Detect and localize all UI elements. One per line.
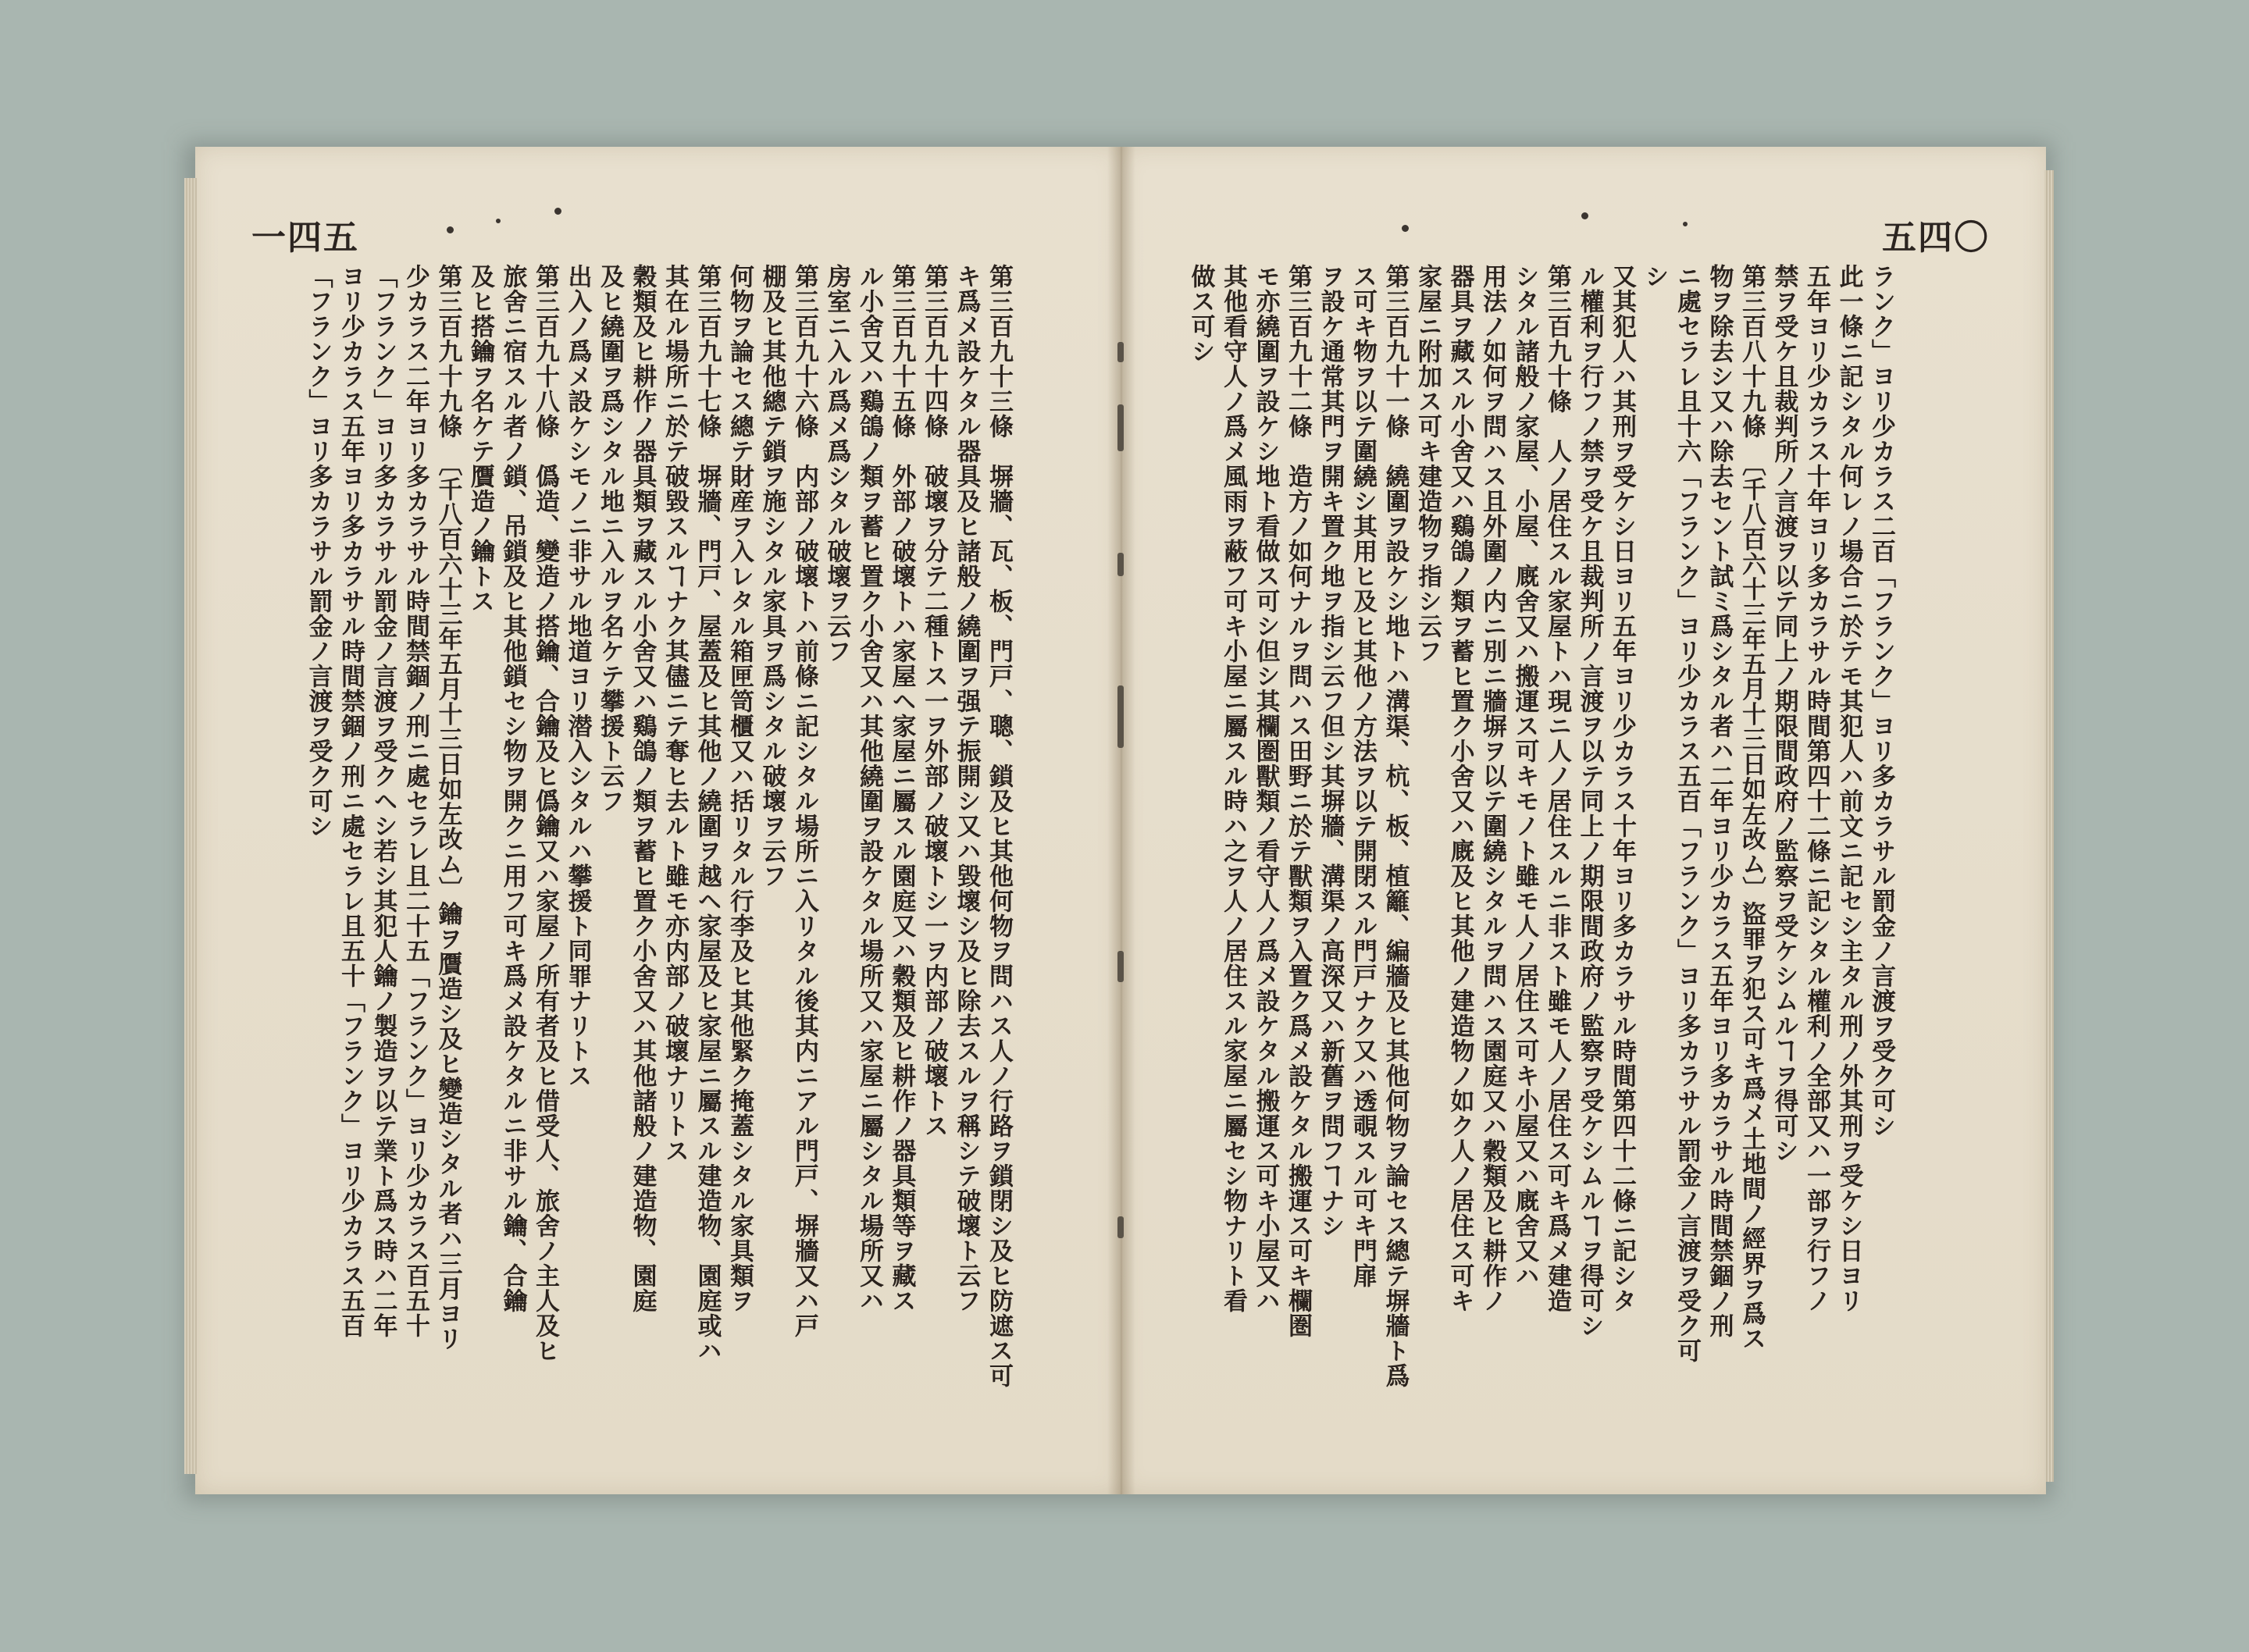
left-text-column: ル小舍又ハ鷄鴿ノ類ヲ蓄ヒ置ク小舍又ハ其他繞圍ヲ設ケタル場所又ハ家屋ニ屬シタル場所又ハ [855, 264, 883, 1313]
right-text-column: ヲ設ケ通常其門ヲ開キ置ク地ヲ指シ云フ但シ其塀牆、溝渠ノ高深又ハ新舊ヲ問フヿナシ [1316, 264, 1345, 1238]
left-text-column: 少カラス二年ヨリ多カラサル時間禁錮ノ刑ニ處セラレ且二十五「フランク」ヨリ少カラス百五十 [401, 264, 429, 1338]
left-text-column: ヨリ少カラス五年ヨリ多カラサル時間禁錮ノ刑ニ處セラレ且五十「フランク」ヨリ少カラス五百 [337, 264, 365, 1338]
right-text-column: 又其犯人ハ其刑ヲ受ケシ日ヨリ五年ヨリ少カラス十年ヨリ多カラサル時間第四十二條ニ記シタ [1608, 264, 1636, 1313]
left-text-column: 穀類及ヒ耕作ノ器具類ヲ藏スル小舍又ハ鷄鴿ノ類ヲ蓄ヒ置ク小舍又ハ其他諸般ノ建造物、園庭 [628, 264, 657, 1313]
right-page-number: 五四〇 [1882, 218, 1990, 258]
right-text-column: 此一條ニ記シタル何レノ場合ニ於テモ其犯人ハ前文ニ記セシ主タル刑ノ外其刑ヲ受ケシ日ヨリ [1834, 264, 1863, 1313]
binding-thread [1117, 553, 1124, 576]
left-text-column: 「フランク」ヨリ多カラサル罰金ノ言渡ヲ受クヘシ若シ其犯人鑰ノ製造ヲ以テ業ト爲ス時ハ二年 [369, 264, 397, 1338]
left-text-column: 「フランク」ヨリ多カラサル罰金ノ言渡ヲ受ク可シ [304, 264, 333, 838]
right-text-column: ス可キ物ヲ以テ圍繞シ其用ヒ及ヒ其他ノ方法ヲ以テ開閉スル門戸ナク又ハ透覗スル可キ門扉 [1349, 264, 1377, 1288]
right-text-column: 其他看守人ノ爲メ風雨ヲ蔽フ可キ小屋ニ屬スル時ハ之ヲ人ノ居住スル家屋ニ屬セシ物ナリト看 [1219, 264, 1247, 1313]
right-text-column: 第三百九十條 人ノ居住スル家屋トハ現ニ人ノ居住スルニ非スト雖モ人ノ居住ス可キ爲メ建造 [1543, 264, 1571, 1313]
right-text-column: ニ處セラレ且十六「フランク」ヨリ少カラス五百「フランク」ヨリ多カラサル罰金ノ言渡ヲ受ク可 [1673, 264, 1701, 1363]
worm-hole [1402, 225, 1409, 232]
worm-hole [1581, 212, 1588, 219]
left-page [195, 147, 1121, 1494]
right-text-column: 物ヲ除去シ又ハ除去セント試ミ爲シタル者ハ二年ヨリ少カラス五年ヨリ多カラサル時間禁錮ノ刑 [1705, 264, 1734, 1338]
left-text-column: 第三百九十七條 塀牆、門戸、屋蓋及ヒ其他ノ繞圍ヲ越ヘ家屋及ヒ家屋ニ屬スル建造物、園庭或ハ [693, 264, 722, 1363]
right-text-column: シタル諸般ノ家屋、小屋、廐舍又ハ搬運ス可キモノト雖モ人ノ居住ス可キ小屋又ハ廐舍又ハ [1510, 264, 1539, 1288]
left-text-column: 及ヒ搭鑰ヲ名ケテ贋造ノ鑰トス [466, 264, 494, 614]
right-text-column: ランク」ヨリ少カラス二百「フランク」ヨリ多カラサル罰金ノ言渡ヲ受ク可シ [1867, 264, 1895, 1138]
right-text-column: 第三百八十九條 〔千八百六十三年五月十三日如左改ム〕盜罪ヲ犯ス可キ爲メ土地間ノ經界ヲ爲ス [1738, 264, 1766, 1351]
left-text-column: 其在ル場所ニ於テ破毀スルヿナク其儘ニテ奪ヒ去ルト雖モ亦内部ノ破壞ナリトス [661, 264, 689, 1163]
worm-hole [447, 226, 454, 233]
right-text-column: 禁ヲ受ケ且裁判所ノ言渡ヲ以テ同上ノ期限間政府ノ監察ヲ受ケシムルヿヲ得可シ [1770, 264, 1798, 1163]
left-text-column: 第三百九十六條 内部ノ破壞トハ前條ニ記シタル場所ニ入リタル後其内ニアル門戸、塀牆又ハ戸 [790, 264, 818, 1338]
right-text-column: 家屋ニ附加ス可キ建造物ヲ指シ云フ [1413, 264, 1442, 664]
left-text-column: 棚及ヒ其他總テ鎖ヲ施シタル家具ヲ爲シタル破壞ヲ云フ [757, 264, 786, 888]
left-text-column: 第三百九十五條 外部ノ破壞トハ家屋ヘ家屋ニ屬スル園庭又ハ穀類及ヒ耕作ノ器具類等ヲ藏ス [887, 264, 916, 1313]
right-text-column: ル權利ヲ行フノ禁ヲ受ケ且裁判所ノ言渡ヲ以テ同上ノ期限間政府ノ監察ヲ受ケシムルヿヲ得可シ [1575, 264, 1604, 1338]
right-text-column: 五年ヨリ少カラス十年ヨリ多カラサル時間第四十二條ニ記シタル權利ノ全部又ハ一部ヲ行フノ [1802, 264, 1830, 1313]
binding-thread [1117, 342, 1124, 362]
left-page-edge [184, 178, 197, 1474]
worm-hole [554, 208, 561, 215]
right-page-edge [2044, 170, 2054, 1482]
left-text-column: 出入ノ爲メ設ケシモノニ非サル地道ヨリ潜入シタルハ攀援ト同罪ナリトス [563, 264, 592, 1088]
left-text-column: 第三百九十八條 僞造、變造ノ搭鑰、合鑰及ヒ僞鑰又ハ家屋ノ所有者及ヒ借受人、旅舍ノ主人及ヒ [531, 264, 559, 1363]
worm-hole [1683, 222, 1688, 226]
left-text-column: 及ヒ繞圍ヲ爲シタル地ニ入ルヲ名ケテ攀援ト云フ [596, 264, 624, 814]
right-text-column: モ亦繞圍ヲ設ケシ地ト看做ス可シ但シ其欄圏獸類ノ看守人ノ爲メ設ケタル搬運ス可キ小屋又ハ [1251, 264, 1280, 1313]
left-text-column: 第三百九十三條 塀牆、瓦、板、門戸、聰、鎖及ヒ其他何物ヲ問ハス人ノ行路ヲ鎖閉シ及ヒ防遮ス可 [985, 264, 1013, 1388]
right-text-column: シ [1640, 264, 1669, 289]
left-text-column: 第三百九十四條 破壞ヲ分テ二種トス一ヲ外部ノ破壞トシ一ヲ内部ノ破壞トス [920, 264, 948, 1138]
right-text-column: 用法ノ如何ヲ問ハス且外圍ノ内ニ別ニ牆塀ヲ以テ圍繞シタルヲ問ハス園庭又ハ穀類及ヒ耕作ノ [1478, 264, 1506, 1313]
binding-thread [1117, 951, 1124, 982]
left-page-number: 一四五 [251, 218, 359, 258]
binding-thread [1117, 404, 1124, 451]
binding-thread [1117, 685, 1124, 748]
worm-hole [496, 219, 501, 223]
right-text-column: 第三百九十一條 繞圍ヲ設ケシ地トハ溝渠、杭、板、植籬、編牆及ヒ其他何物ヲ論セス總テ塀牆ト爲 [1381, 264, 1410, 1388]
right-text-column: 做ス可シ [1186, 264, 1215, 364]
right-text-column: 第三百九十二條 造方ノ如何ナルヲ問ハス田野ニ於テ獸類ヲ入置ク爲メ設ケタル搬運ス可キ欄圏 [1284, 264, 1312, 1338]
binding-thread [1117, 1216, 1124, 1238]
open-book [195, 147, 2046, 1494]
left-text-column: キ爲メ設ケタル器具及ヒ諸般ノ繞圍ヲ强テ振開シ又ハ毀壞シ及ヒ除去スルヲ稱シテ破壞ト云フ [952, 264, 981, 1313]
left-text-column: 房室ニ入ル爲メ爲シタル破壞ヲ云フ [822, 264, 851, 664]
left-text-column: 旅舍ニ宿スル者ノ鎖、吊鎖及ヒ其他鎖セシ物ヲ開クニ用フ可キ爲メ設ケタルニ非サル鑰、合鑰 [498, 264, 527, 1313]
left-text-column: 何物ヲ論セス總テ財産ヲ入レタル箱匣笥櫃又ハ括リタル行李及ヒ其他緊ク掩蓋シタル家具類ヲ [725, 264, 754, 1313]
right-text-column: 器具ヲ藏スル小舍又ハ鷄鴿ノ類ヲ蓄ヒ置ク小舍又ハ廐及ヒ其他ノ建造物ノ如ク人ノ居住ス可キ [1445, 264, 1474, 1313]
left-text-column: 第三百九十九條 〔千八百六十三年五月十三日如左改ム〕鑰ヲ贋造シ及ヒ變造シタル者ハ三月ヨリ [433, 264, 462, 1351]
